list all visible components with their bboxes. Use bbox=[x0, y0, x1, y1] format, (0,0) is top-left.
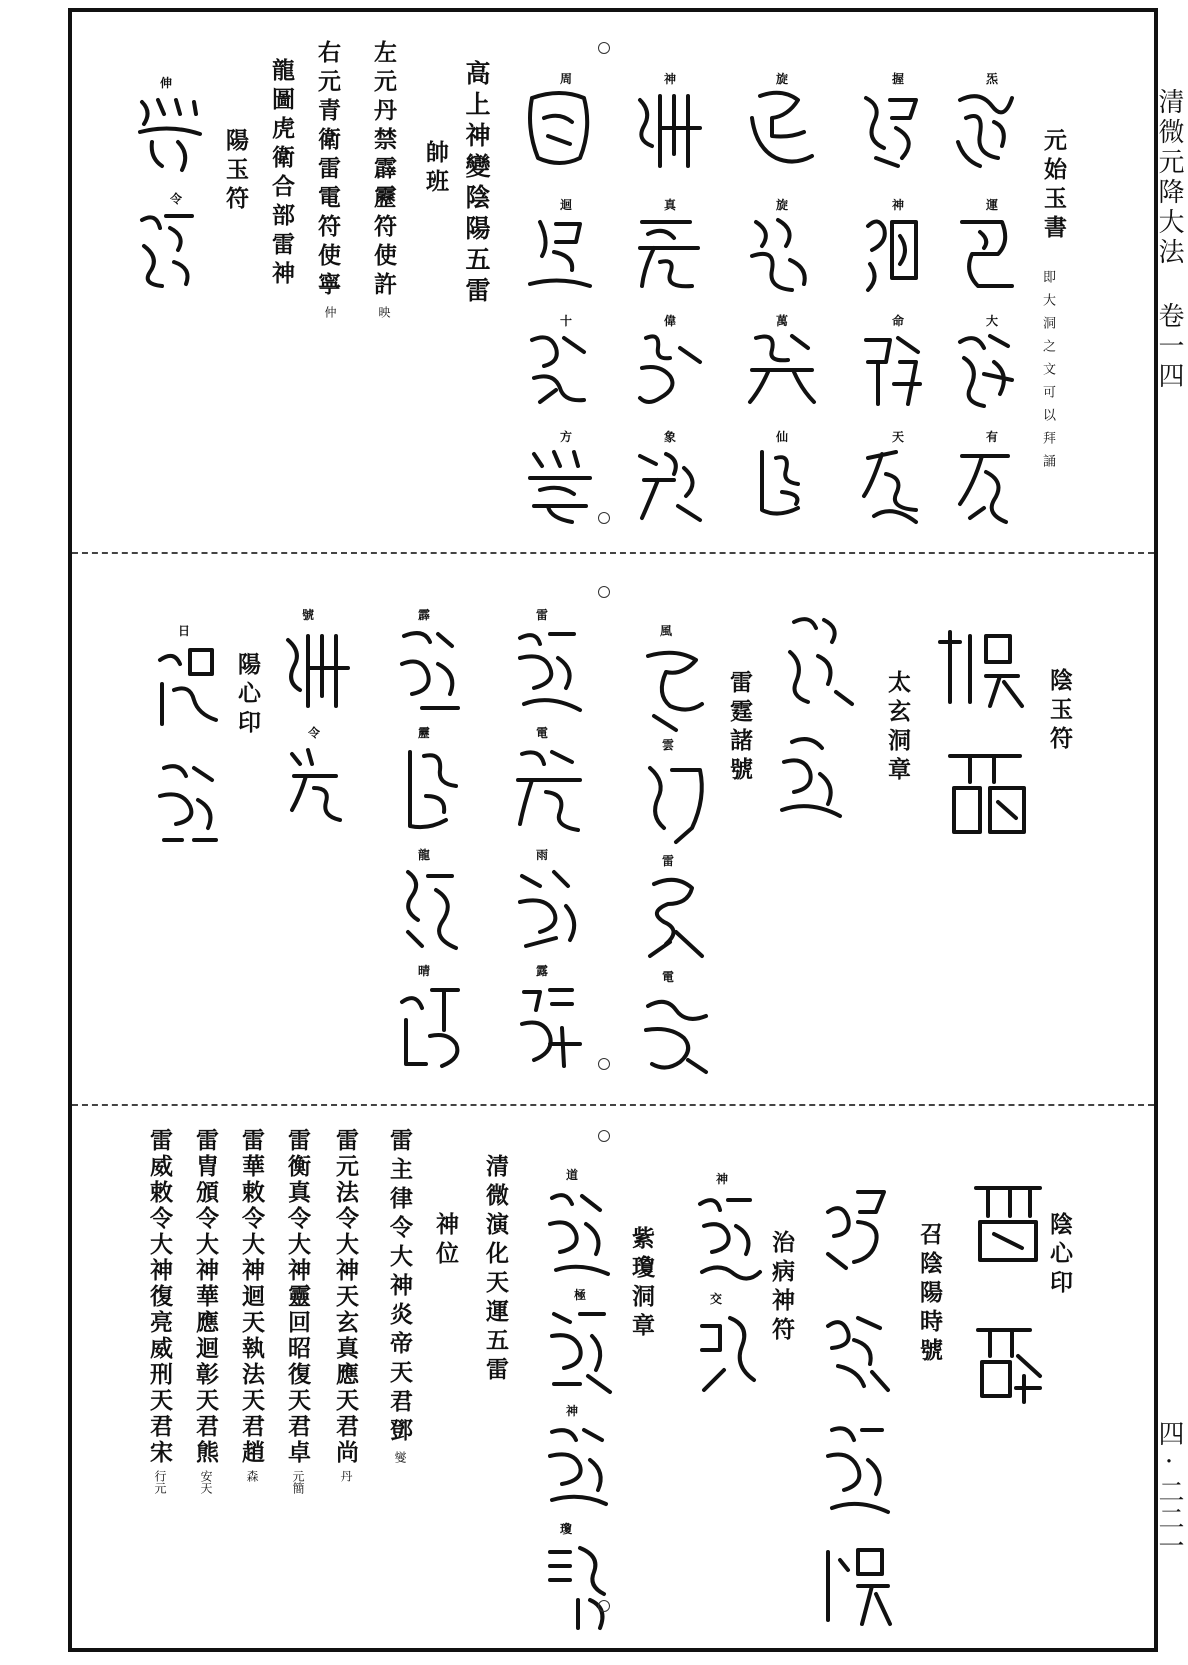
s2-glyph-label: 令 bbox=[308, 726, 321, 740]
s3-glyph-label: 極 bbox=[574, 1288, 587, 1302]
s1-col-zuoyuan: 左元丹禁霹靂符使許 bbox=[370, 40, 397, 301]
seal-glyph-icon bbox=[520, 212, 600, 294]
deity-name: 雷華敕令大神迴天執法天君趙 bbox=[238, 1128, 265, 1466]
s3-glyph-label: 道 bbox=[566, 1168, 579, 1182]
deity-note: 元簡 bbox=[291, 1470, 305, 1494]
s3-glyph-label: 神 bbox=[566, 1404, 579, 1418]
seal-glyph-icon bbox=[510, 742, 590, 836]
seal-glyph-icon bbox=[780, 612, 860, 712]
s3-title-zhibing: 治病神符 bbox=[768, 1230, 795, 1346]
seal-glyph-icon bbox=[636, 872, 716, 962]
s3-title-qingwei: 清微演化天運五雷 bbox=[482, 1154, 509, 1386]
seal-glyph-icon bbox=[690, 1190, 770, 1290]
seal-glyph-icon bbox=[540, 1538, 620, 1634]
s1-glyph-label: 令 bbox=[170, 192, 183, 206]
s2-title-taixuan: 太玄洞章 bbox=[884, 670, 911, 786]
margin-folio: 四·二二一 bbox=[1154, 1420, 1184, 1559]
seal-glyph-icon bbox=[150, 640, 230, 730]
s2-glyph-label: 號 bbox=[302, 608, 315, 622]
deity-name: 雷衡真令大神靈回昭復天君卓 bbox=[284, 1128, 311, 1466]
s1-glyph-label: 有 bbox=[986, 430, 999, 444]
seal-glyph-icon bbox=[818, 1540, 898, 1630]
seal-glyph-icon bbox=[950, 212, 1020, 294]
deity-note: 安天 bbox=[199, 1470, 213, 1494]
s2-title-yangxin: 陽心印 bbox=[234, 652, 261, 739]
s3-title-shenwei: 神位 bbox=[432, 1212, 459, 1270]
circle-mark bbox=[598, 1130, 610, 1142]
seal-glyph-icon bbox=[970, 1316, 1046, 1406]
s2-glyph-label: 龍 bbox=[418, 848, 431, 862]
seal-glyph-icon bbox=[130, 206, 210, 290]
seal-glyph-icon bbox=[540, 1420, 620, 1516]
s1-glyph-label: 迴 bbox=[560, 198, 573, 212]
seal-glyph-icon bbox=[970, 1176, 1046, 1266]
seal-glyph-icon bbox=[130, 92, 210, 176]
s2-glyph-label: 風 bbox=[660, 624, 673, 638]
circle-mark bbox=[598, 1600, 610, 1612]
seal-glyph-icon bbox=[150, 756, 230, 846]
deity-entry bbox=[286, 1128, 309, 1494]
s1-col-youyuan: 右元青衛雷電符使寧 bbox=[314, 40, 341, 301]
s1-glyph-label: 握 bbox=[892, 72, 905, 86]
s2-glyph-label: 雷 bbox=[536, 608, 549, 622]
s1-glyph-label: 萬 bbox=[776, 314, 789, 328]
seal-glyph-icon bbox=[540, 1186, 620, 1282]
seal-glyph-icon bbox=[856, 328, 926, 410]
s1-glyph-label: 天 bbox=[892, 430, 905, 444]
seal-glyph-icon bbox=[818, 1420, 898, 1520]
s2-glyph-label: 霹 bbox=[418, 608, 431, 622]
seal-glyph-icon bbox=[392, 742, 472, 836]
s1-glyph-label: 炁 bbox=[986, 72, 999, 86]
deity-name: 雷威敕令大神復亮威刑天君宋 bbox=[146, 1128, 173, 1466]
seal-glyph-icon bbox=[510, 980, 590, 1074]
deity-name: 雷主律令大神炎帝天君鄧 bbox=[386, 1128, 413, 1447]
seal-glyph-icon bbox=[392, 862, 472, 956]
s1-glyph-label: 伸 bbox=[160, 76, 173, 90]
s1-glyph-label: 神 bbox=[664, 72, 677, 86]
seal-glyph-icon bbox=[630, 88, 710, 170]
seal-glyph-icon bbox=[540, 1304, 620, 1400]
deity-entry bbox=[334, 1128, 357, 1482]
s1-glyph-label: 旋 bbox=[776, 72, 789, 86]
s2-glyph-label: 電 bbox=[536, 726, 549, 740]
circle-mark bbox=[598, 1058, 610, 1070]
seal-glyph-icon bbox=[742, 88, 822, 170]
s1-header-shuaiban: 帥班 bbox=[422, 140, 449, 198]
deity-entry bbox=[240, 1128, 263, 1482]
s1-col-yangyu: 陽玉符 bbox=[222, 128, 249, 215]
s2-glyph-label: 日 bbox=[178, 624, 191, 638]
s1-title-note: 即大洞之文可以拜誦 bbox=[1040, 270, 1055, 477]
deity-note: 丹 bbox=[339, 1470, 353, 1482]
seal-glyph-icon bbox=[630, 328, 710, 410]
s1-col-zuoyuan-end: 映 bbox=[377, 306, 391, 318]
deity-entry bbox=[388, 1128, 411, 1463]
deity-note: 森 bbox=[245, 1470, 259, 1482]
s3-glyph-label: 神 bbox=[716, 1172, 729, 1186]
deity-name: 雷胄頒令大神華應迴彰天君熊 bbox=[192, 1128, 219, 1466]
s1-glyph-label: 真 bbox=[664, 198, 677, 212]
seal-glyph-icon bbox=[930, 622, 1030, 712]
seal-glyph-icon bbox=[520, 328, 600, 410]
s1-glyph-label: 運 bbox=[986, 198, 999, 212]
seal-glyph-icon bbox=[278, 740, 358, 830]
seal-glyph-icon bbox=[690, 1306, 770, 1396]
s1-glyph-label: 十 bbox=[560, 314, 573, 328]
seal-glyph-icon bbox=[520, 88, 600, 170]
s1-col-youyuan-end: 仲 bbox=[323, 306, 337, 318]
seal-glyph-icon bbox=[742, 328, 822, 410]
s1-glyph-label: 仙 bbox=[776, 430, 789, 444]
seal-glyph-icon bbox=[950, 88, 1020, 170]
circle-mark bbox=[598, 42, 610, 54]
s1-glyph-label: 神 bbox=[892, 198, 905, 212]
deity-name: 雷元法令大神天玄真應天君尚 bbox=[332, 1128, 359, 1466]
deity-entry bbox=[194, 1128, 217, 1494]
s2-glyph-label: 露 bbox=[536, 964, 549, 978]
s2-glyph-label: 靂 bbox=[418, 726, 431, 740]
s3-glyph-label: 交 bbox=[710, 1292, 723, 1306]
s2-glyph-label: 雲 bbox=[662, 738, 675, 752]
s1-glyph-label: 旋 bbox=[776, 198, 789, 212]
s2-glyph-label: 電 bbox=[662, 970, 675, 984]
s2-title-yinyu: 陰玉符 bbox=[1046, 668, 1073, 755]
s1-col-longtu: 龍圖虎衛合部雷神 bbox=[268, 58, 295, 290]
seal-glyph-icon bbox=[636, 644, 716, 734]
section-divider-1 bbox=[72, 552, 1154, 554]
circle-mark bbox=[598, 512, 610, 524]
deity-note: 行元 bbox=[153, 1470, 167, 1494]
seal-glyph-icon bbox=[278, 626, 358, 716]
seal-glyph-icon bbox=[856, 212, 926, 294]
deity-note: 燮 bbox=[393, 1451, 407, 1463]
s2-glyph-label: 雷 bbox=[662, 854, 675, 868]
s2-title-leiting: 雷霆諸號 bbox=[726, 670, 753, 786]
seal-glyph-icon bbox=[630, 444, 710, 526]
seal-glyph-icon bbox=[630, 212, 710, 294]
s2-glyph-label: 雨 bbox=[536, 848, 549, 862]
s1-title-main: 元始玉書 bbox=[1040, 128, 1067, 244]
margin-book-title: 清微元降大法 卷一四 bbox=[1154, 88, 1184, 392]
circle-mark bbox=[598, 586, 610, 598]
seal-glyph-icon bbox=[636, 758, 716, 848]
section-divider-2 bbox=[72, 1104, 1154, 1106]
seal-glyph-icon bbox=[392, 624, 472, 718]
s3-title-ziqiong: 紫瓊洞章 bbox=[628, 1226, 655, 1342]
seal-glyph-icon bbox=[636, 986, 716, 1076]
s1-glyph-label: 命 bbox=[892, 314, 905, 328]
s1-glyph-label: 大 bbox=[986, 314, 999, 328]
s3-glyph-label: 瓊 bbox=[560, 1522, 573, 1536]
seal-glyph-icon bbox=[510, 862, 590, 956]
seal-glyph-icon bbox=[856, 444, 926, 526]
s3-title-zhaoyin: 召陰陽時號 bbox=[916, 1222, 943, 1367]
s1-header-gaoshang: 高上神變陰陽五雷 bbox=[462, 60, 491, 308]
seal-glyph-icon bbox=[940, 742, 1030, 842]
seal-glyph-icon bbox=[818, 1182, 898, 1272]
seal-glyph-icon bbox=[770, 730, 850, 830]
deity-entry bbox=[148, 1128, 171, 1494]
seal-glyph-icon bbox=[818, 1306, 898, 1396]
s1-glyph-label: 周 bbox=[560, 72, 573, 86]
seal-glyph-icon bbox=[950, 328, 1020, 410]
seal-glyph-icon bbox=[856, 88, 926, 170]
s1-glyph-label: 方 bbox=[560, 430, 573, 444]
s2-glyph-label: 晴 bbox=[418, 964, 431, 978]
s1-glyph-label: 偉 bbox=[664, 314, 677, 328]
s1-glyph-label: 象 bbox=[664, 430, 677, 444]
s3-title-yinxin: 陰心印 bbox=[1046, 1212, 1073, 1299]
seal-glyph-icon bbox=[392, 980, 472, 1074]
seal-glyph-icon bbox=[742, 212, 822, 294]
seal-glyph-icon bbox=[520, 444, 600, 526]
seal-glyph-icon bbox=[950, 444, 1020, 526]
seal-glyph-icon bbox=[510, 624, 590, 718]
seal-glyph-icon bbox=[742, 444, 822, 526]
